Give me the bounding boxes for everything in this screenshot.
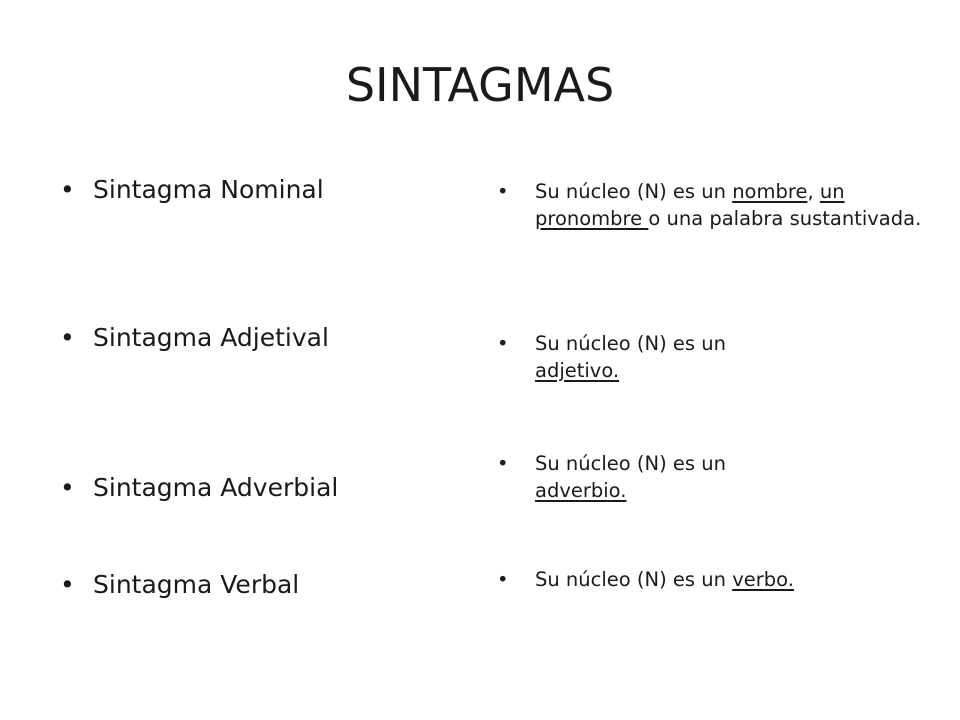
bullet-icon: • — [60, 323, 75, 352]
right-item-adjetival — [497, 330, 937, 384]
bullet-icon: • — [60, 473, 75, 502]
keyword-adjetivo: adjetivo. — [535, 359, 620, 382]
definition-prefix: Su núcleo (N) es un — [535, 568, 733, 591]
bullet-icon: • — [60, 175, 75, 204]
right-item-text — [535, 178, 937, 232]
bullet-icon: • — [497, 180, 509, 203]
definition-comma: , — [807, 180, 820, 203]
right-item-adverbial — [497, 450, 937, 504]
left-item-label: Sintagma Verbal — [93, 570, 300, 599]
right-item-text — [535, 450, 937, 504]
definition-prefix: Su núcleo (N) es un — [535, 180, 733, 203]
keyword-adverbio: adverbio. — [535, 479, 627, 502]
slide-title: SINTAGMAS — [345, 58, 615, 112]
bullet-icon: • — [497, 452, 509, 475]
keyword-verbo: verbo. — [732, 568, 794, 591]
right-item-verbal — [497, 566, 937, 593]
definition-prefix: Su núcleo (N) es un — [535, 332, 726, 355]
bullet-icon: • — [497, 568, 509, 591]
right-item-nominal — [497, 178, 937, 232]
left-item-label: Sintagma Adjetival — [93, 323, 329, 352]
right-item-text — [535, 330, 937, 384]
left-item-label: Sintagma Adverbial — [93, 473, 339, 502]
keyword-nombre: nombre — [732, 180, 808, 203]
bullet-icon: • — [60, 570, 75, 599]
definition-rest: o una palabra sustantivada. — [648, 207, 922, 230]
bullet-icon: • — [497, 332, 509, 355]
definition-prefix: Su núcleo (N) es un — [535, 452, 726, 475]
right-item-text — [535, 566, 937, 593]
left-item-label: Sintagma Nominal — [93, 175, 324, 204]
keyword-pronombre: un pronombre — [535, 180, 845, 230]
